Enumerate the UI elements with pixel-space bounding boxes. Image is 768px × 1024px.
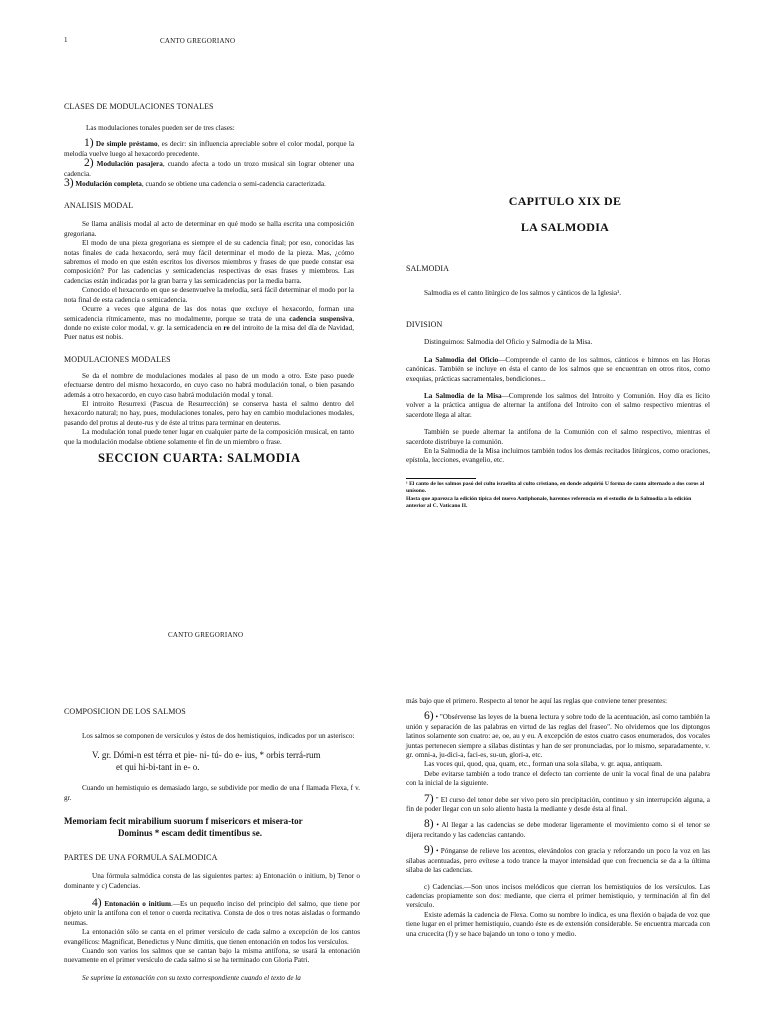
tenor-intro: más bajo que el primero. Respecto al tenor he aquí las reglas que conviene tener presentes: [406, 697, 668, 705]
chapter-subtitle: LA SALMODIA [520, 220, 610, 234]
right-column-2 [406, 697, 710, 939]
comp-p2: Cuando un hemistiquio es demasiado largo, se subdivide por medio de una f llamada Flexa, f v. gr. [64, 784, 360, 802]
comp-p1: Los salmos se componen de versículos y éstos de dos hemistiquios, indicados por un asterisco: [82, 732, 355, 740]
item-2: 2) Modulación pasajera, cuando afecta a todo un trozo musical sin lograr obtener una cadencia. [64, 157, 355, 178]
analisis-p2: El modo de una pieza gregoriana es siempre el de su cadencia final; por eso, conocidas las notas finales de cada hexacordo, será muy fácil determinar el modo de la pieza. Mas, ¿cómo sabremos el modo en que estén escritos los diversos miembros y frases de que puede constar esa composición? Por las cadencias y semicadencias respectivas de esas frases y miembros. Las cadencias están indicadas por la gran barra y las semicadencias por la media barra. [64, 239, 354, 285]
salmodia-oficio: La Salmodia del Oficio—Comprende el canto de los salmos, cánticos e himnos en las Horas canónicas. También se incluye en ésta el canto de los salmos que se encuentran en otros ritos, como exequias, prácticas sacramentales, bendiciones... [406, 355, 710, 383]
salmodia-misa: La Salmodia de la Misa—Comprende los salmos del Introito y Comunión. Hoy día es lícito volver a la práctica antigua de alternar la antífona del Introito con el salmo respectivo mientras el sacerdote llega al altar. [406, 392, 710, 419]
rule-9: 9) • Pónganse de relieve los acentos, elevándolos con gracia y reforzando un poco la voz en las sílabas acentuadas, pero evítese a todo trance la mayor intensidad que con frecuencia se da a la última sílaba de las cadencias. [406, 844, 710, 875]
mod-p1: Se da el nombre de modulaciones modales al paso de un modo a otro. Este paso puede efectuarse dentro del mismo hexacordo, en cuyo caso no habrá modulación tonal, o bien pasando además a otro hexacordo, en cuyo caso habrá modulación modal y tonal. [64, 371, 354, 399]
section-title-clases: CLASES DE MODULACIONES TONALES [64, 102, 214, 111]
mod-p2: El introito Resurrexi (Pascua de Resurrección) se conserva hasta el salmo dentro del hexacordo natural; no hay, pues, modulaciones tonales, pero hay en cambio modulaciones modales, pasando del protus al deute-rus y de éste al tritus para terminar en deuterus. [64, 399, 354, 427]
running-header-2: CANTO GREGORIANO [168, 631, 244, 639]
item-1: 1) De simple préstamo, es decir: sin influencia apreciable sobre el color modal, porque la melodía vuelve luego al hexacordo precedente. [64, 137, 355, 158]
footnote-1: ¹ El canto de los salmos pasó del culto israelita al culto cristiano, en donde adquirió U forma de canto alternado a dos coros al unísono. [406, 480, 705, 495]
section-title-division: DIVISION [406, 320, 443, 330]
alternar-paragraph: También se puede alternar la antífona de la Comunión con el salmo respectivo, mientras el sacerdote distribuye la comunión. [406, 428, 710, 446]
example-2-line-2: Dominus * escam dedit timentibus se. [118, 828, 263, 839]
clases-intro: Las modulaciones tonales pueden ser de tres clases: [86, 124, 235, 132]
section-title-analisis: ANALISIS MODAL [64, 201, 134, 211]
partes-p1: Una fórmula salmódica consta de las siguientes partes: a) Entonación o initium, b) Tenor o dominante y c) Cadencias. [64, 872, 360, 890]
mod-p3: La modulación tonal puede tener lugar en cualquier parte de la composición musical, en tanto que la modulación modalse obtiene solamente el fin de un miembro o frase. [64, 428, 354, 446]
analisis-p4: Ocurre a veces que alguna de las dos notas que excluye el hexacordo, forman una semicadencia rítmicamente, mas no modalmente, porque se trata de una cadencia suspensiva, donde no existe color modal, v. gr. la semicadencia en re del introito de la misa del día de Navidad, Puer natus est nobis. [64, 305, 355, 342]
left-column-2 [64, 707, 360, 983]
item-3: 3) Modulación completa, cuando se obtiene una cadencia o semi-cadencia caracterizada. [64, 177, 326, 190]
example-2-line-1: Memoriam fecit mirabilium suorum f misericors et misera-tor [64, 816, 303, 827]
analisis-p3: Conocido el hexacordo en que se desenvuelve la melodía, será fácil determinar el modo por la nota final de esta cadencia o semicadencia. [64, 286, 354, 304]
section-title-salmodia: SALMODIA [406, 264, 450, 273]
division-intro: Distinguimos: Salmodia del Oficio y Salmodia de la Misa. [424, 338, 593, 347]
section-title-composicion: COMPOSICION DE LOS SALMOS [64, 707, 186, 716]
entonacion-p3: Cuando son varios los salmos que se cantan bajo la misma antífona, se usará la entonación nuevamente en el primer versículo de cada salmo si se ha terminado con Gloria Patri. [64, 947, 360, 965]
section-title-modulaciones: MODULACIONES MODALES [64, 354, 171, 364]
cadencias-paragraph: c) Cadencias.—Son unos incisos melódicos que cierran los hemistiquios de los versículos. Las cadencias propiamente son dos: mediante, que cierra el primer hemistiquio, y terminación al fin del versículo. [406, 882, 710, 910]
rule-6-p3: Debe evitarse también a todo trance el defecto tan corriente de unir la vocal final de una palabra con la inicial de la siguiente. [406, 769, 710, 788]
seccion-cuarta-heading: SECCION CUARTA: SALMODIA [98, 450, 301, 465]
rule-7: 7) " El curso del tenor debe ser vivo pero sin precipitación, continuo y sin interrupción alguna, a fin de poder llegar con un solo aliento hasta la mediante y desde ésta al final. [406, 792, 710, 814]
flexa-paragraph: Existe además la cadencia de Flexa. Como su nombre lo indica, es una flexión o bajada de voz que tiene lugar en el primer hemistiquio, cuando éste es de extensión considerable. Se encuentra marcada con una crucecita (f) y se hace bajando un tono o tono y medio. [406, 910, 710, 938]
footnote-2: Hasta que aparezca la edición típica del nuevo Antiphonale, haremos referencia en el estudio de la Salmodia a la edición anterior al C. Vaticano II. [406, 495, 692, 510]
rule-6: 6) • "Obsérvense las leyes de la buena lectura y sobre todo de la acentuación, así como también la unión y separación de las palabras en virtud de las reglas del fraseo". No olvidemos que los diptongos latinos solamente son cuatro: ae, oe, au y eu. A excepción de estos cuatro casos enumerados, dos vocales juntas pertenecen siempre a sílabas distintas y han de ser pronunciadas, por lo mismo, separadamente, v. gr. omni-a, ju-dici-a, faci-es, su-un, glori-a, etc. [406, 710, 710, 760]
entonacion-paragraph: 4) Entonación o initium.—Es un pequeño inciso del principio del salmo, que tiene por objeto unir la antífona con el tenor o cuerda recitativa. Consta de dos o tres notas aisladas o formando neumas. [64, 897, 361, 927]
rule-8: 8) • Al llegar a las cadencias se debe moderar ligeramente el movimiento como si el tenor se dijera recitando y las cadencias cantando. [406, 818, 711, 839]
example-1-line-2: et qui hi-bi-tant in e- o. [116, 762, 200, 773]
entonacion-p4: Se suprime la entonación con su texto correspondiente cuando el texto de la [82, 973, 301, 982]
running-header: CANTO GREGORIANO [160, 37, 236, 45]
salmodia-definition: Salmodia es el canto litúrgico de los salmos y cánticos de la Iglesia¹. [424, 289, 622, 297]
incluimos-paragraph: En la Salmodia de la Misa incluimos también todos los demás recitados litúrgicos, como oraciones, epístola, lecciones, evangelio, etc. [406, 447, 710, 465]
section-title-partes: PARTES DE UNA FORMULA SALMODICA [64, 853, 218, 863]
rule-6-p2: Las voces qui, quod, qua, quam, etc., forman una sola sílaba, v. gr. aqua, antiquam. [424, 760, 663, 769]
entonacion-p2: La entonación sólo se canta en el primer versículo de cada salmo a excepción de los cantos evangélicos: Magnificat, Benedictus y Nunc dimitis, que tienen entonación en todos los versículos. [64, 928, 360, 946]
chapter-title: CAPITULO XIX DE [508, 194, 622, 208]
analisis-p1: Se llama análisis modal al acto de determinar en qué modo se halla escrita una composición gregoriana. [64, 220, 354, 238]
example-1-line-1: V. gr. Dómi-n est térra et pie- ni- tú- do e- ius, * orbis terrá-rum [92, 750, 321, 761]
page-number: 1 [64, 36, 68, 44]
